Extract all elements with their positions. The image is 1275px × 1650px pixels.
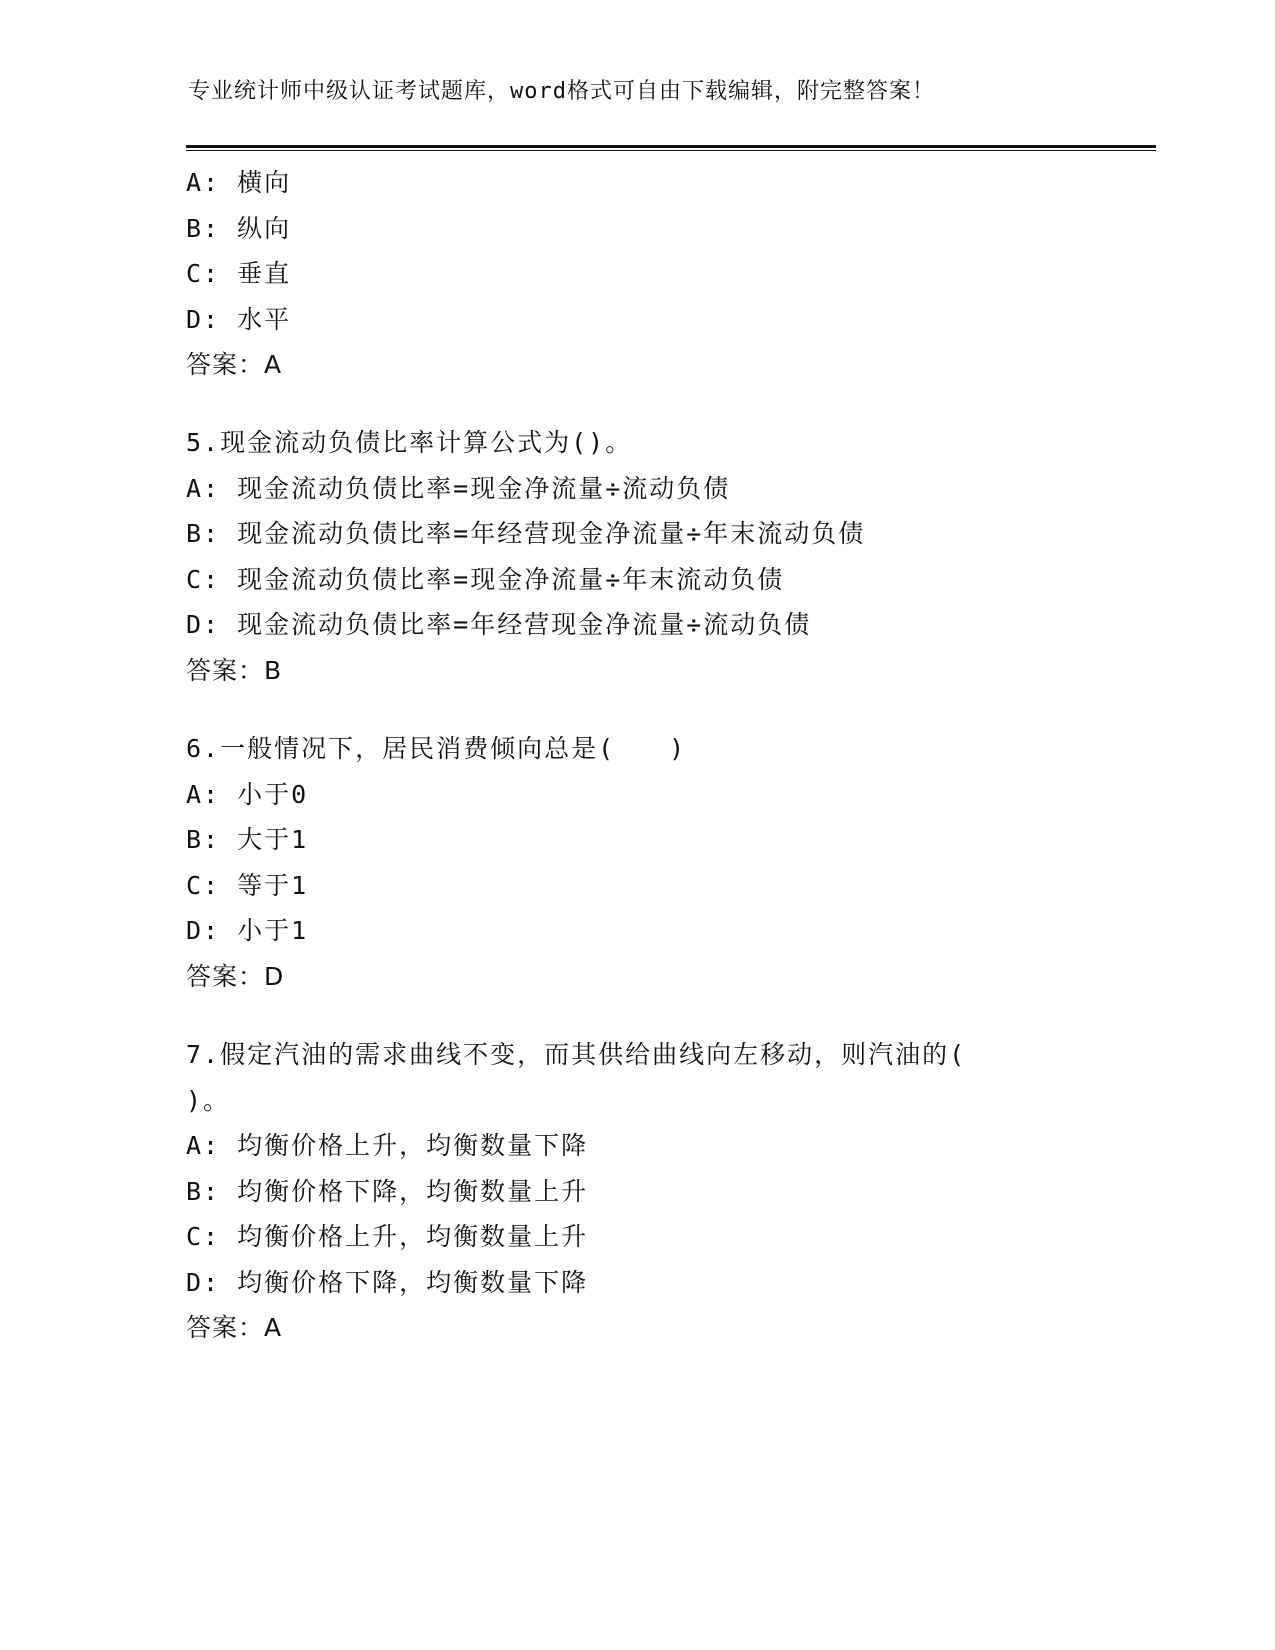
option-a: A: 均衡价格上升，均衡数量下降: [186, 1131, 589, 1160]
option-a: A: 现金流动负债比率=现金净流量÷流动负债: [186, 473, 731, 503]
answer: 答案：D: [186, 961, 285, 991]
answer: 答案：B: [186, 655, 283, 685]
option-d: D: 现金流动负债比率=年经营现金净流量÷流动负债: [186, 610, 812, 639]
question-stem: 5.现金流动负债比率计算公式为()。: [186, 428, 633, 457]
option-b: B: 均衡价格下降，均衡数量上升: [186, 1176, 589, 1206]
option-c: C: 均衡价格上升，均衡数量上升: [186, 1222, 589, 1251]
question-4: [186, 160, 291, 388]
header-rule-thick: [186, 145, 1156, 148]
question-stem: 6.一般情况下，居民消费倾向总是( ): [186, 734, 687, 763]
question-5: [186, 420, 865, 693]
option-c: C: 垂直: [186, 259, 292, 288]
option-d: D: 水平: [186, 304, 292, 334]
option-b: B: 现金流动负债比率=年经营现金净流量÷年末流动负债: [186, 519, 866, 548]
option-d: D: 小于1: [186, 916, 309, 945]
option-d: D: 均衡价格下降，均衡数量下降: [186, 1267, 589, 1297]
question-stem-line-2: )。: [186, 1085, 231, 1115]
answer: 答案：A: [186, 350, 283, 379]
option-a: A: 小于0: [186, 779, 309, 809]
option-c: C: 等于1: [186, 870, 309, 900]
question-7: [186, 1032, 966, 1351]
question-6: [186, 726, 686, 999]
option-c: C: 现金流动负债比率=现金净流量÷年末流动负债: [186, 564, 785, 594]
option-b: B: 纵向: [186, 213, 292, 243]
answer: 答案：A: [186, 1313, 283, 1342]
question-stem-line-1: 7.假定汽油的需求曲线不变，而其供给曲线向左移动，则汽油的(: [186, 1040, 967, 1069]
header-rule-thin: [186, 150, 1156, 151]
option-a: A: 横向: [186, 168, 292, 197]
option-b: B: 大于1: [186, 825, 309, 854]
page-header: 专业统计师中级认证考试题库，word格式可自由下载编辑，附完整答案！: [188, 79, 935, 104]
